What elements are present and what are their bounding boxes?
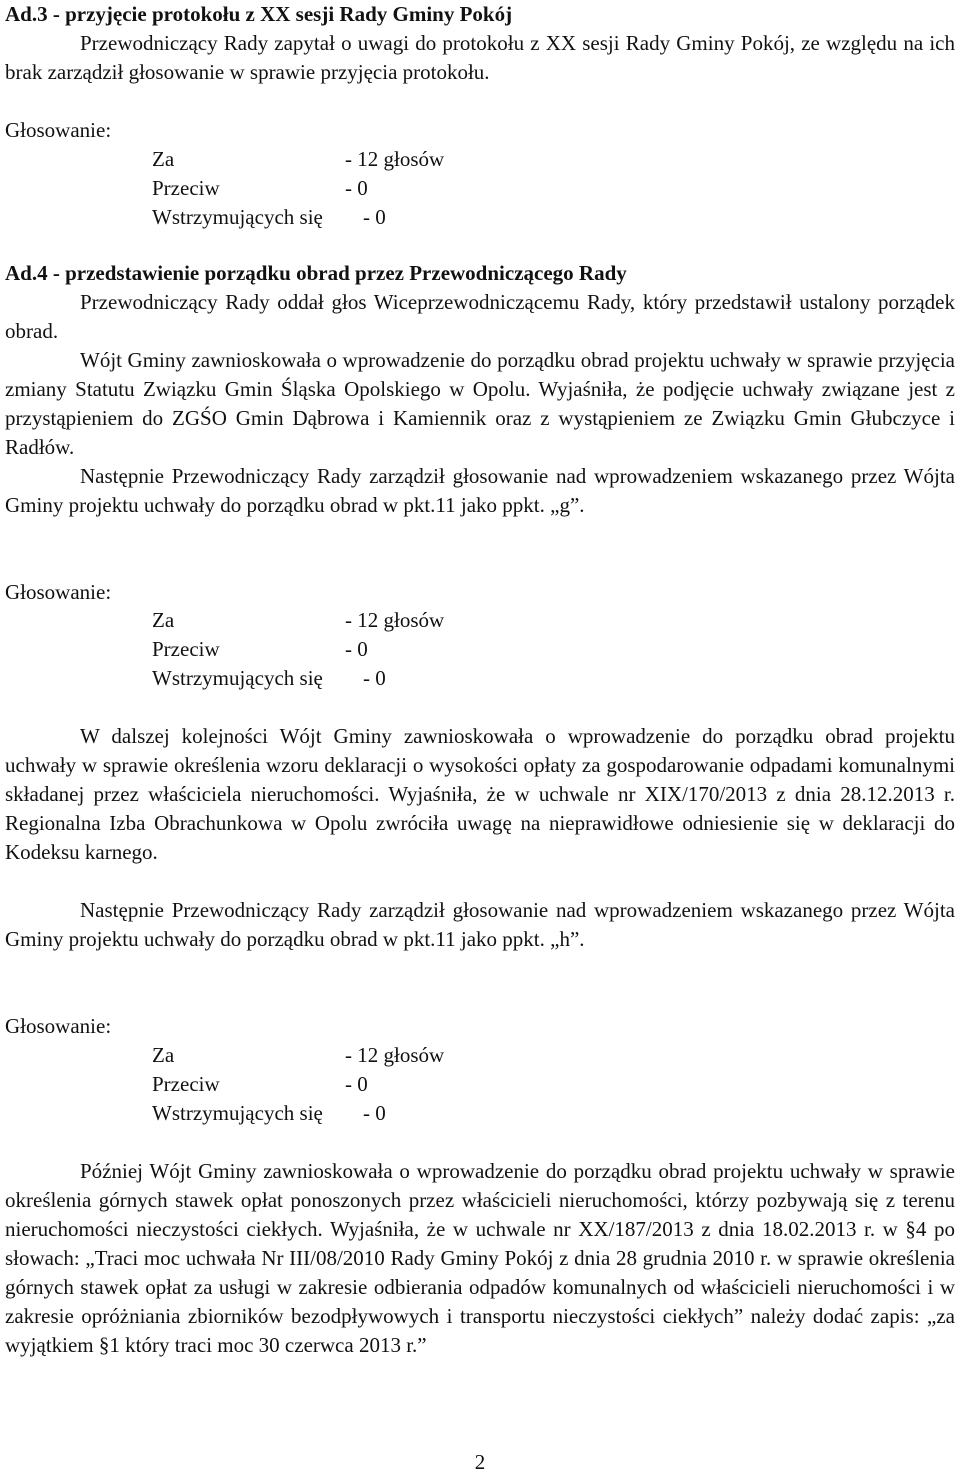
paragraph-statute-motion [5, 346, 955, 462]
vote-za-value: - 12 głosów [345, 147, 445, 171]
vote-przeciw-value: - 0 [345, 637, 368, 661]
vote-za-label: Za [152, 608, 175, 632]
paragraph-text: Przewodniczący Rady zapytał o uwagi do protokołu z XX sesji Rady Gminy Pokój, ze względu na ich brak zarządził głosowanie w sprawie przyjęcia protokołu. [5, 31, 955, 84]
paragraph-text: W dalszej kolejności Wójt Gminy zawnioskowała o wprowadzenie do porządku obrad projektu uchwały w sprawie określenia wzoru deklaracji o wysokości opłaty za gospodarowanie odpadami komunalnymi składanej przez właściciela nieruchomości. Wyjaśniła, że w uchwale nr XIX/170/2013 z dnia 28.12.2013 r. Regionalna Izba Obrachunkowa w Opolu zwróciła uwagę na nieprawidłowe odniesienie się w deklaracji do Kodeksu karnego. [5, 724, 955, 864]
vote-wstrz-label: Wstrzymujących się [152, 666, 323, 690]
vote-row-przeciw [152, 635, 368, 664]
vote-row-za [152, 606, 445, 635]
paragraph-text: Przewodniczący Rady oddał głos Wiceprzewodniczącemu Rady, który przedstawił ustalony porządek obrad. [5, 290, 955, 343]
section-heading-ad4: Ad.4 - przedstawienie porządku obrad przez Przewodniczącego Rady [5, 261, 627, 285]
vote-za-value: - 12 głosów [345, 1043, 445, 1067]
paragraph-text: Później Wójt Gminy zawnioskowała o wprowadzenie do porządku obrad projektu uchwały w sprawie określenia górnych stawek opłat ponoszonych przez właścicieli nieruchomości, którzy pozbywają się z terenu nieruchomości nieczystości ciekłych. Wyjaśniła, że w uchwale nr XX/187/2013 z dnia 18.02.2013 r. w §4 po słowach: „Traci moc uchwała Nr III/08/2010 Rady Gminy Pokój z dnia 28 grudnia 2010 r. w sprawie określenia górnych stawek opłat za usługi w zakresie odbierania odpadów komunalnych od właścicieli nieruchomości i w zakresie opróżniania zbiorników bezodpływowych i transportu nieczystości ciekłych” należy dodać zapis: „za wyjątkiem §1 który traci moc 30 czerwca 2013 r.” [5, 1159, 955, 1357]
paragraph-vote-order-g [5, 462, 955, 520]
vote-label: Głosowanie: [5, 1014, 112, 1038]
vote-row-przeciw [152, 1070, 368, 1099]
vote-label: Głosowanie: [5, 580, 112, 604]
vote-przeciw-value: - 0 [345, 1072, 368, 1096]
vote-wstrz-label: Wstrzymujących się [152, 1101, 323, 1125]
vote-przeciw-label: Przeciw [152, 176, 220, 200]
vote-za-label: Za [152, 1043, 175, 1067]
vote-za-value: - 12 głosów [345, 608, 445, 632]
vote-przeciw-label: Przeciw [152, 1072, 220, 1096]
paragraph-text: Wójt Gminy zawnioskowała o wprowadzenie do porządku obrad projektu uchwały w sprawie przyjęcia zmiany Statutu Związku Gmin Śląska Opolskiego w Opolu. Wyjaśniła, że podjęcie uchwały związane jest z przystąpieniem do ZGŚO Gmin Dąbrowa i Kamiennik oraz z wystąpieniem ze Związku Gmin Głubczyce i Radłów. [5, 348, 955, 459]
vote-wstrz-value: - 0 [363, 1101, 386, 1125]
vote-row-za [152, 145, 445, 174]
paragraph-declaration-motion [5, 722, 955, 867]
vote-label: Głosowanie: [5, 118, 112, 142]
vote-wstrz-value: - 0 [363, 205, 386, 229]
paragraph-liquid-waste-motion [5, 1157, 955, 1360]
vote-row-za [152, 1041, 445, 1070]
paragraph-text: Następnie Przewodniczący Rady zarządził głosowanie nad wprowadzeniem wskazanego przez Wójta Gminy projektu uchwały do porządku obrad w pkt.11 jako ppkt. „h”. [5, 898, 955, 951]
vote-przeciw-value: - 0 [345, 176, 368, 200]
paragraph-text: Następnie Przewodniczący Rady zarządził głosowanie nad wprowadzeniem wskazanego przez Wójta Gminy projektu uchwały do porządku obrad w pkt.11 jako ppkt. „g”. [5, 464, 955, 517]
vote-row-wstrzymujacych [152, 1099, 386, 1128]
paragraph-agenda-presented [5, 288, 955, 346]
vote-row-przeciw [152, 174, 368, 203]
vote-row-wstrzymujacych [152, 664, 386, 693]
paragraph-vote-order-h [5, 896, 955, 954]
vote-za-label: Za [152, 147, 175, 171]
vote-wstrz-label: Wstrzymujących się [152, 205, 323, 229]
section-heading-ad3: Ad.3 - przyjęcie protokołu z XX sesji Rady Gminy Pokój [5, 2, 513, 26]
paragraph-protocol-question [5, 29, 955, 87]
vote-przeciw-label: Przeciw [152, 637, 220, 661]
vote-wstrz-value: - 0 [363, 666, 386, 690]
vote-row-wstrzymujacych [152, 203, 386, 232]
page-number: 2 [474, 1450, 486, 1474]
